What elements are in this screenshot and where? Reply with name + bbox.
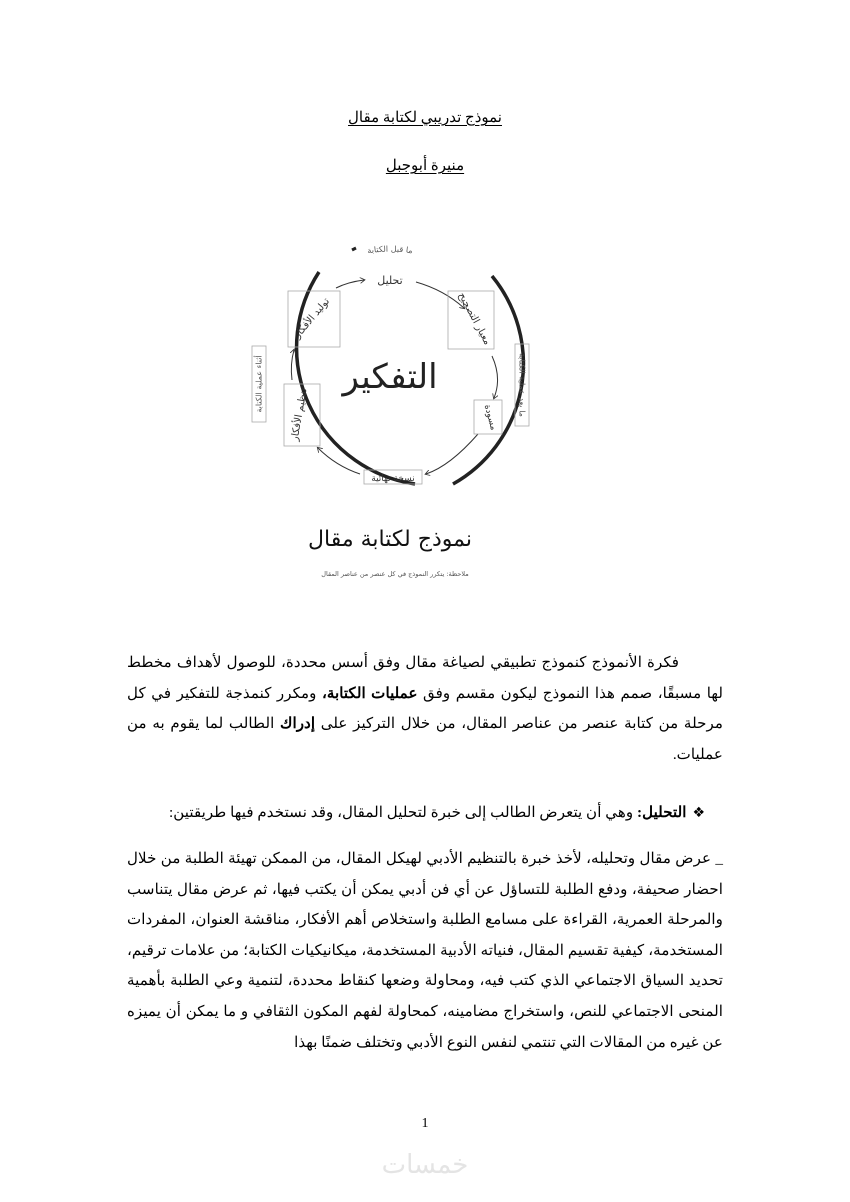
paragraph-analysis-method: _ عرض مقال وتحليله، لأخذ خبرة بالتنظيم الأدبي لهيكل المقال، من الممكن تهيئة الطلبة من خلال احضار صحيفة، ودفع الطلبة للتساؤل عن أي فن أدبي يمكن أن يكتب فيها، ثم عرض مقال يتناسب والمرحلة العمرية، القراءة على مسامع الطلبة واستخلاص أهم الأفكار، مناقشة العنوان، المفردات المستخدمة، كيفية تقسيم المقال، فنياته الأدبية المستخدمة، ميكانيكيات الكتابة؛ من علامات ترقيم، تحديد السياق الاجتماعي الذي كتب فيه، ومحاولة وضعها كنقاط محددة، لتنمية وعي الطلبة بأهمية المنحى الاجتماعي للنص، واستخراج مضامينه، كمحاولة لفهم المكون الثقافي و ما يمكن أن يميزه عن غيره من المقالات التي تنتمي لنفس النوع الأدبي وتختلف ضمنًا بهذا	[127, 850, 723, 1051]
writing-process-diagram	[240, 238, 540, 578]
label-before-writing: ما قبل الكتابة	[366, 244, 414, 256]
step-generate: توليد الأفكار	[292, 296, 333, 341]
arrow-criteria-draft	[492, 356, 498, 398]
arrow-organize-generate	[291, 350, 294, 380]
diagram-center-thinking: التفكير	[342, 357, 438, 397]
step-analysis: تحليل	[377, 274, 403, 287]
arrow-draft-final	[426, 434, 478, 474]
paragraph-model-idea: فكرة الأنموذج كنموذج تطبيقي لصياغة مقال وفق أسس محددة، للوصول لأهداف مخطط لها مسبقًا، صمم هذا النموذج ليكون مقسم وفق عمليات الكتابة، ومكرر كنمذجة للتفكير في كل مرحلة من كتابة عنصر من عناصر المقال، من خلال التركيز على إدراك الطالب لما يقوم به من عمليات.	[127, 654, 724, 763]
step-organize: تنظيم الأفكار	[289, 387, 310, 442]
arrow-generate-analysis	[336, 280, 364, 288]
diamond-bullet-icon: ❖	[692, 805, 705, 821]
bullet-analysis: ❖التحليل: وهي أن يتعرض الطالب إلى خبرة لتحليل المقال، وقد نستخدم فيها طريقتين:	[169, 804, 705, 821]
watermark-logo: خمسات	[381, 1150, 469, 1180]
step-final-copy: نسخة نهائية	[371, 474, 415, 484]
diagram-caption: نموذج لكتابة مقال	[308, 527, 472, 552]
bullet-term: التحليل:	[637, 804, 687, 821]
step-criteria: معيار التصحيح	[455, 290, 493, 347]
page-number: 1	[421, 1116, 429, 1131]
outer-arc-top	[352, 248, 356, 250]
label-after-writing: ما بعد عملية الكتابة	[517, 353, 527, 417]
label-during-writing: أثناء عملية الكتابة	[254, 355, 264, 413]
document-author: منيرة أبوجبل	[385, 158, 465, 174]
step-draft: مسودة	[481, 403, 499, 432]
document-title: نموذج تدريبي لكتابة مقال	[348, 110, 502, 126]
diagram-note: ملاحظة: يتكرر النموذج في كل عنصر من عناصر المقال	[321, 570, 469, 578]
